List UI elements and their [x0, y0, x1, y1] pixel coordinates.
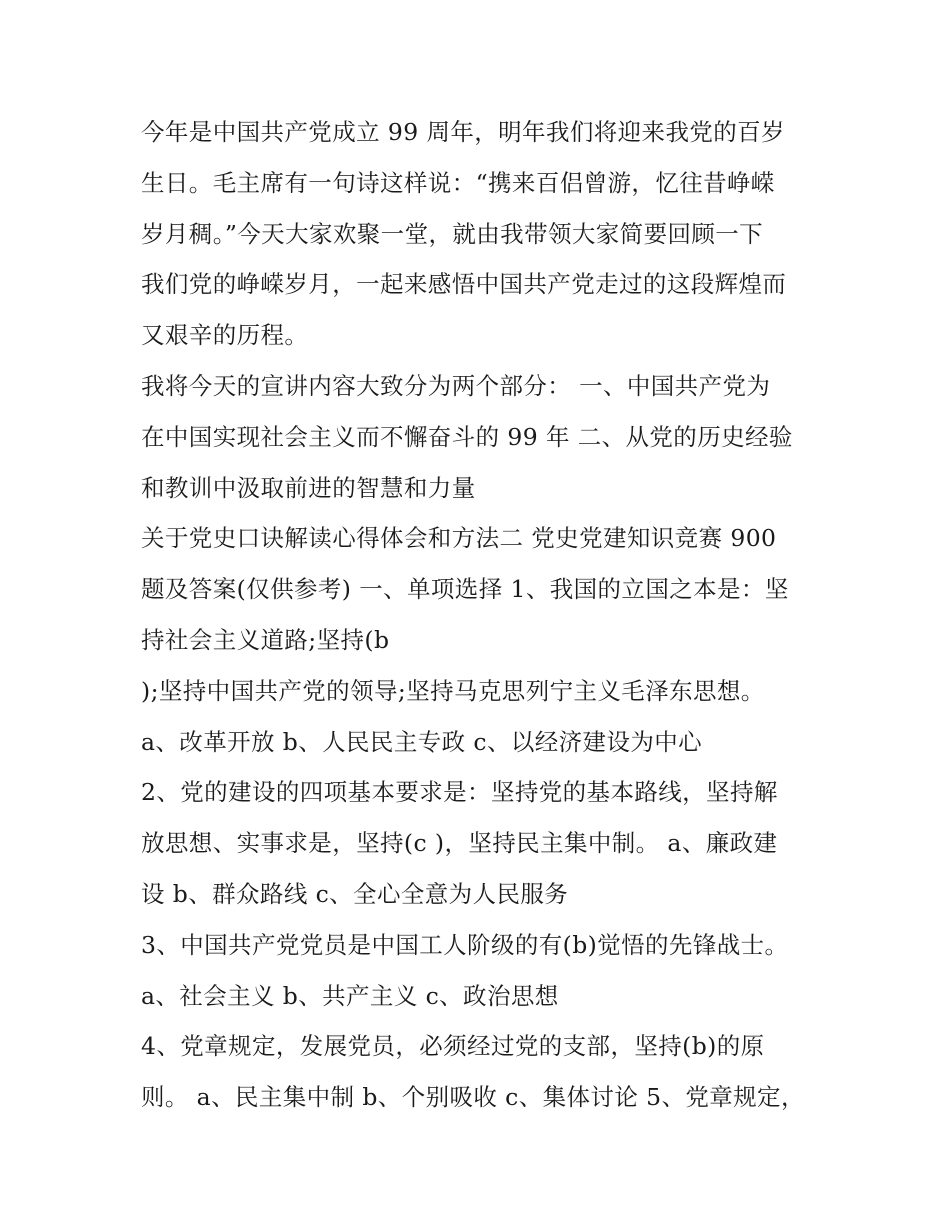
text-line: 今年是中国共产党成立 99 周年，明年我们将迎来我党的百岁: [141, 118, 785, 146]
text-line: 则。 a、民主集中制 b、个别吸收 c、集体讨论 5、党章规定，: [141, 1083, 805, 1112]
text-line: 和教训中汲取前进的智慧和力量: [141, 473, 476, 502]
text-line: );坚持中国共产党的领导;坚持马克思列宁主义毛泽东思想。: [141, 676, 765, 705]
text-line: 4、党章规定，发展党员，必须经过党的支部，坚持(b)的原: [141, 1032, 765, 1061]
text-line: 关于党史口诀解读心得体会和方法二 党史党建知识竞赛 900: [141, 524, 777, 553]
text-line: 岁月稠。”今天大家欢聚一堂，就由我带领大家简要回顾一下: [141, 219, 764, 248]
text-line: 设 b、群众路线 c、全心全意为人民服务: [141, 879, 569, 908]
text-line: 生日。毛主席有一句诗这样说：“携来百侣曾游，忆往昔峥嵘: [141, 168, 775, 197]
text-line: 我将今天的宣讲内容大致分为两个部分： 一、中国共产党为: [141, 371, 771, 400]
document-body: [141, 107, 821, 1123]
text-line: 持社会主义道路;坚持(b: [141, 625, 390, 654]
text-line: 我们党的峥嵘岁月，一起来感悟中国共产党走过的这段辉煌而: [141, 270, 787, 299]
text-line: a、改革开放 b、人民民主专政 c、以经济建设为中心: [141, 727, 703, 756]
text-line: 3、中国共产党党员是中国工人阶级的有(b)觉悟的先锋战士。: [141, 930, 789, 959]
text-line: 放思想、实事求是，坚持(c )，坚持民主集中制。 a、廉政建: [141, 829, 778, 858]
text-line: 在中国实现社会主义而不懈奋斗的 99 年 二、从党的历史经验: [141, 422, 793, 451]
text-line: 又艰辛的历程。: [141, 321, 309, 350]
text-line: a、社会主义 b、共产主义 c、政治思想: [141, 981, 559, 1010]
text-line: 题及答案(仅供参考) 一、单项选择 1、我国的立国之本是：坚: [141, 575, 789, 604]
text-line: 2、党的建设的四项基本要求是：坚持党的基本路线，坚持解: [141, 778, 778, 807]
